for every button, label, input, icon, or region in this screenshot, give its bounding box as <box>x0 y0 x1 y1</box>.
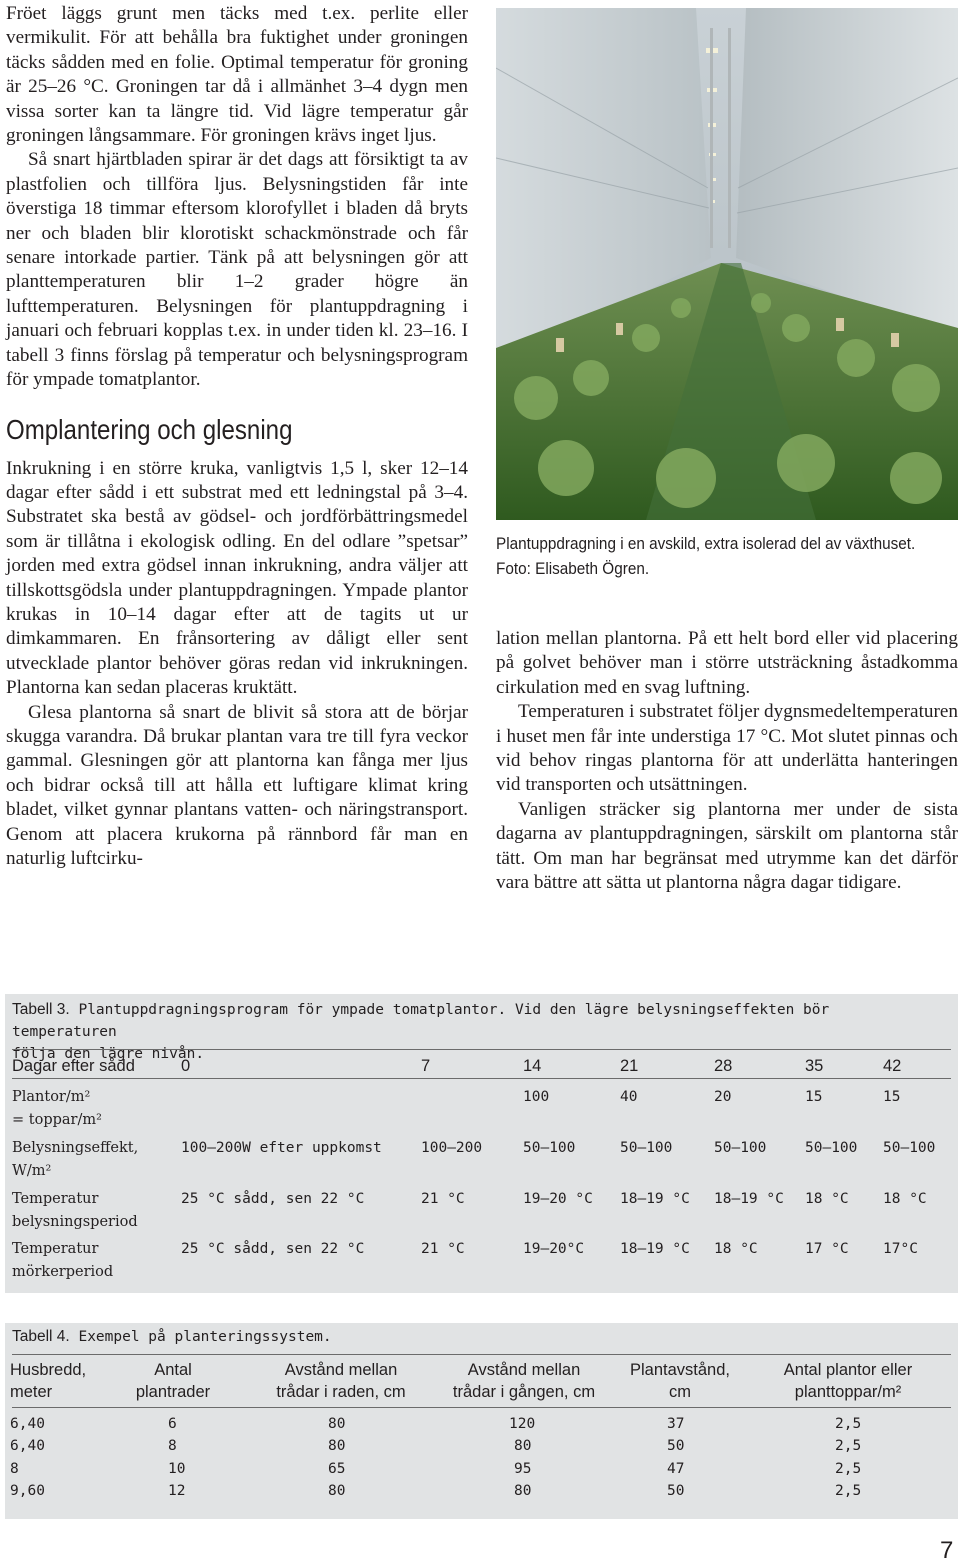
table-cell: 80 <box>328 1416 346 1432</box>
paragraph: Temperaturen i substratet följer dygnsmedeltemperaturen i huset men får inte understiga 17 °C. Mot slutet pinnas och vid behov ringas plantorna för att underlätta hanteringen vid transporten och utsättningen. <box>496 701 958 796</box>
header-cell: Antal plantor eller <box>783 1361 913 1379</box>
table-cell: 47 <box>667 1461 685 1477</box>
table-rule <box>12 1354 951 1355</box>
table-cell: 50–100 <box>714 1140 767 1156</box>
table-cell: 65 <box>328 1461 346 1477</box>
header-cell: 28 <box>714 1057 733 1075</box>
table-cell: 6 <box>168 1416 177 1432</box>
section-heading: Omplantering och glesning <box>6 413 293 445</box>
header-cell: Husbredd, <box>10 1361 87 1379</box>
greenhouse-illustration <box>496 8 958 520</box>
table-cell: 25 °C sådd, sen 22 °C <box>181 1241 365 1257</box>
greenhouse-photo <box>496 8 958 520</box>
photo-credit: Foto: Elisabeth Ögren. <box>496 559 650 578</box>
table-cell: 17 °C <box>805 1241 849 1257</box>
right-text-column <box>496 627 958 895</box>
table-rule <box>12 1078 951 1079</box>
table-cell: 80 <box>328 1438 346 1454</box>
table-cell: 18 °C <box>805 1191 849 1207</box>
header-cell: 35 <box>805 1057 824 1075</box>
table-cell: 50 <box>667 1483 685 1499</box>
table-cell: 80 <box>514 1438 532 1454</box>
table-cell: 50–100 <box>805 1140 858 1156</box>
left-text-column <box>6 2 468 871</box>
table-cell: 80 <box>328 1483 346 1499</box>
table-cell: 40 <box>620 1089 638 1105</box>
header-cell: trådar i gången, cm <box>452 1383 596 1401</box>
row-label: Temperatur <box>12 1191 99 1207</box>
caption-text: Plantuppdragning i en avskild, extra isolerad del av växthuset. <box>496 534 916 553</box>
paragraph: Vanligen sträcker sig plantorna mer under de sista dagarna av plantuppdragningen, särskilt om plantorna står tätt. Om man har begränsat med utrymme kan det därför vara bättre att sätta ut plantorna några dagar tidigare. <box>496 798 958 894</box>
table-cell: 6,40 <box>10 1416 45 1432</box>
table-cell: 50–100 <box>523 1140 576 1156</box>
table-cell: 80 <box>514 1483 532 1499</box>
table-cell: 8 <box>10 1461 19 1477</box>
header-cell: 14 <box>523 1057 542 1075</box>
paragraph: Inkrukning i en större kruka, vanligtvis 1,5 l, sker 12–14 dagar efter sådd i ett substrat med ett ledningstal på 3–4. Substratet ska bestå av gödsel- och jordförbättringsmedel som är tillåtna i ekologisk odling. En del odlare ”spetsar” jorden med extra gödsel innan inkrukning, andra väljer att tillskottsgödsla under plantuppdragningen. Ympade plantor krukas in 10–14 dagar efter att de tagits ut ur dimkammaren. En frånsortering av dåligt eller sent utvecklade plantor behöver göras redan vid inkrukningen. Plantorna kan sedan placeras kruktätt. <box>6 457 468 699</box>
row-label: belysningsperiod <box>12 1214 138 1230</box>
header-cell: cm <box>669 1383 691 1401</box>
paragraph: Fröet läggs grunt men täcks med t.ex. perlite eller vermikulit. För att behålla bra fuktighet under groningen täcks sådden med en folie. Optimal temperatur för groning är 25–26 °C. Groningen tar då i allmänhet 3–4 dygn men vissa sorter kan ta längre tid. Vid lägre temperatur går groningen långsammare. För groningen krävs inget ljus. <box>6 3 468 147</box>
paragraph: Glesa plantorna så snart de blivit så stora att de börjar skugga varandra. Då brukar plantan vara tre till fyra veckor gammal. Glesningen gör att plantorna kan fånga mer ljus och bidrar också till att hålla ett luftigare klimat kring bladet, vilket gynnar plantans vatten- och näringstransport. Genom att placera krukorna på rännbord får man en naturlig luftcirku- <box>6 701 468 869</box>
header-cell: Avstånd mellan <box>467 1361 581 1379</box>
table-caption-text: Plantuppdragningsprogram för ympade tomatplantor. Vid den lägre belysningseffekten bör temperaturen <box>12 1002 830 1040</box>
header-cell: 21 <box>620 1057 639 1075</box>
table-cell: 19–20 °C <box>523 1191 593 1207</box>
table-3 <box>5 994 958 1293</box>
header-cell: 7 <box>421 1057 431 1075</box>
table-cell: 18 °C <box>883 1191 927 1207</box>
header-cell: meter <box>10 1383 53 1401</box>
photo-caption <box>496 531 958 581</box>
table-cell: 100–200W efter uppkomst <box>181 1140 382 1156</box>
table-cell: 15 <box>883 1089 901 1105</box>
table-rule <box>12 1407 951 1408</box>
table-caption-text: Exempel på planteringssystem. <box>78 1329 332 1345</box>
header-cell: 42 <box>883 1057 902 1075</box>
table-cell: 18–19 °C <box>714 1191 784 1207</box>
table-cell: 20 <box>714 1089 732 1105</box>
table-cell: 18 °C <box>714 1241 758 1257</box>
table-cell: 2,5 <box>835 1438 862 1454</box>
table-cell: 15 <box>805 1089 823 1105</box>
table-rule <box>12 1049 951 1050</box>
header-cell: trådar i raden, cm <box>276 1383 406 1401</box>
table-cell: 100 <box>523 1089 550 1105</box>
header-cell: Plantavstånd, <box>630 1361 730 1379</box>
table-caption <box>12 1326 928 1348</box>
table-cell: 9,60 <box>10 1483 45 1499</box>
table-cell: 120 <box>509 1416 536 1432</box>
table-cell: 21 °C <box>421 1241 465 1257</box>
row-label: mörkerperiod <box>12 1264 114 1280</box>
header-cell: planttoppar/m² <box>794 1383 902 1401</box>
table-cell: 8 <box>168 1438 177 1454</box>
table-cell: 95 <box>514 1461 532 1477</box>
table-cell: 12 <box>168 1483 186 1499</box>
header-cell: 0 <box>181 1057 191 1075</box>
table-cell: 10 <box>168 1461 186 1477</box>
table-cell: 2,5 <box>835 1483 862 1499</box>
header-cell: Antal <box>154 1361 192 1379</box>
table-cell: 50 <box>667 1438 685 1454</box>
header-cell: Avstånd mellan <box>284 1361 398 1379</box>
table-cell: 25 °C sådd, sen 22 °C <box>181 1191 365 1207</box>
table-cell: 2,5 <box>835 1416 862 1432</box>
table-cell: 2,5 <box>835 1461 862 1477</box>
table-label: Tabell 3. <box>12 1001 70 1018</box>
table-cell: 50–100 <box>883 1140 936 1156</box>
table-cell: 100–200 <box>421 1140 483 1156</box>
table-cell: 17°C <box>883 1241 918 1257</box>
header-cell: Dagar efter sådd <box>12 1057 135 1075</box>
paragraph: Så snart hjärtbladen spirar är det dags att försiktigt ta av plastfolien och tillföra ljus. Belysningstiden får inte överstiga 18 timmar eftersom klorofyllet i bladen då bryts ner och bladen blir klorotiskt schackmönstrade och får senare intorkade partier. Tänk på att belysningen gör att planttemperaturen blir 1–2 grader högre än lufttemperaturen. Belysningen för plantuppdragning i januari och februari kopplas t.ex. in under tiden kl. 23–16. I tabell 3 finns förslag på temperatur och belysningsprogram för ympade tomatplantor. <box>6 149 468 391</box>
paragraph: lation mellan plantorna. På ett helt bord eller vid placering på golvet behöver man i större utsträckning åstadkomma cirkulation med en svag luftning. <box>496 628 958 698</box>
page-number: 7 <box>940 1537 954 1564</box>
table-4 <box>5 1323 958 1519</box>
table-cell: 18–19 °C <box>620 1241 690 1257</box>
table-cell: 37 <box>667 1416 685 1432</box>
table-caption-text: följa den lägre nivån. <box>12 1046 205 1062</box>
row-label: Plantor/m² <box>12 1089 91 1105</box>
table-cell: 19–20°C <box>523 1241 585 1257</box>
row-label: Belysningseffekt, <box>12 1140 139 1156</box>
table-cell: 6,40 <box>10 1438 45 1454</box>
table-cell: 21 °C <box>421 1191 465 1207</box>
header-cell: plantrader <box>135 1383 211 1401</box>
table-cell: 50–100 <box>620 1140 673 1156</box>
table-caption <box>12 999 928 1065</box>
table-cell: 18–19 °C <box>620 1191 690 1207</box>
row-label: = toppar/m² <box>12 1112 102 1128</box>
table-label: Tabell 4. <box>12 1328 70 1345</box>
row-label: W/m² <box>12 1163 52 1179</box>
row-label: Temperatur <box>12 1241 99 1257</box>
